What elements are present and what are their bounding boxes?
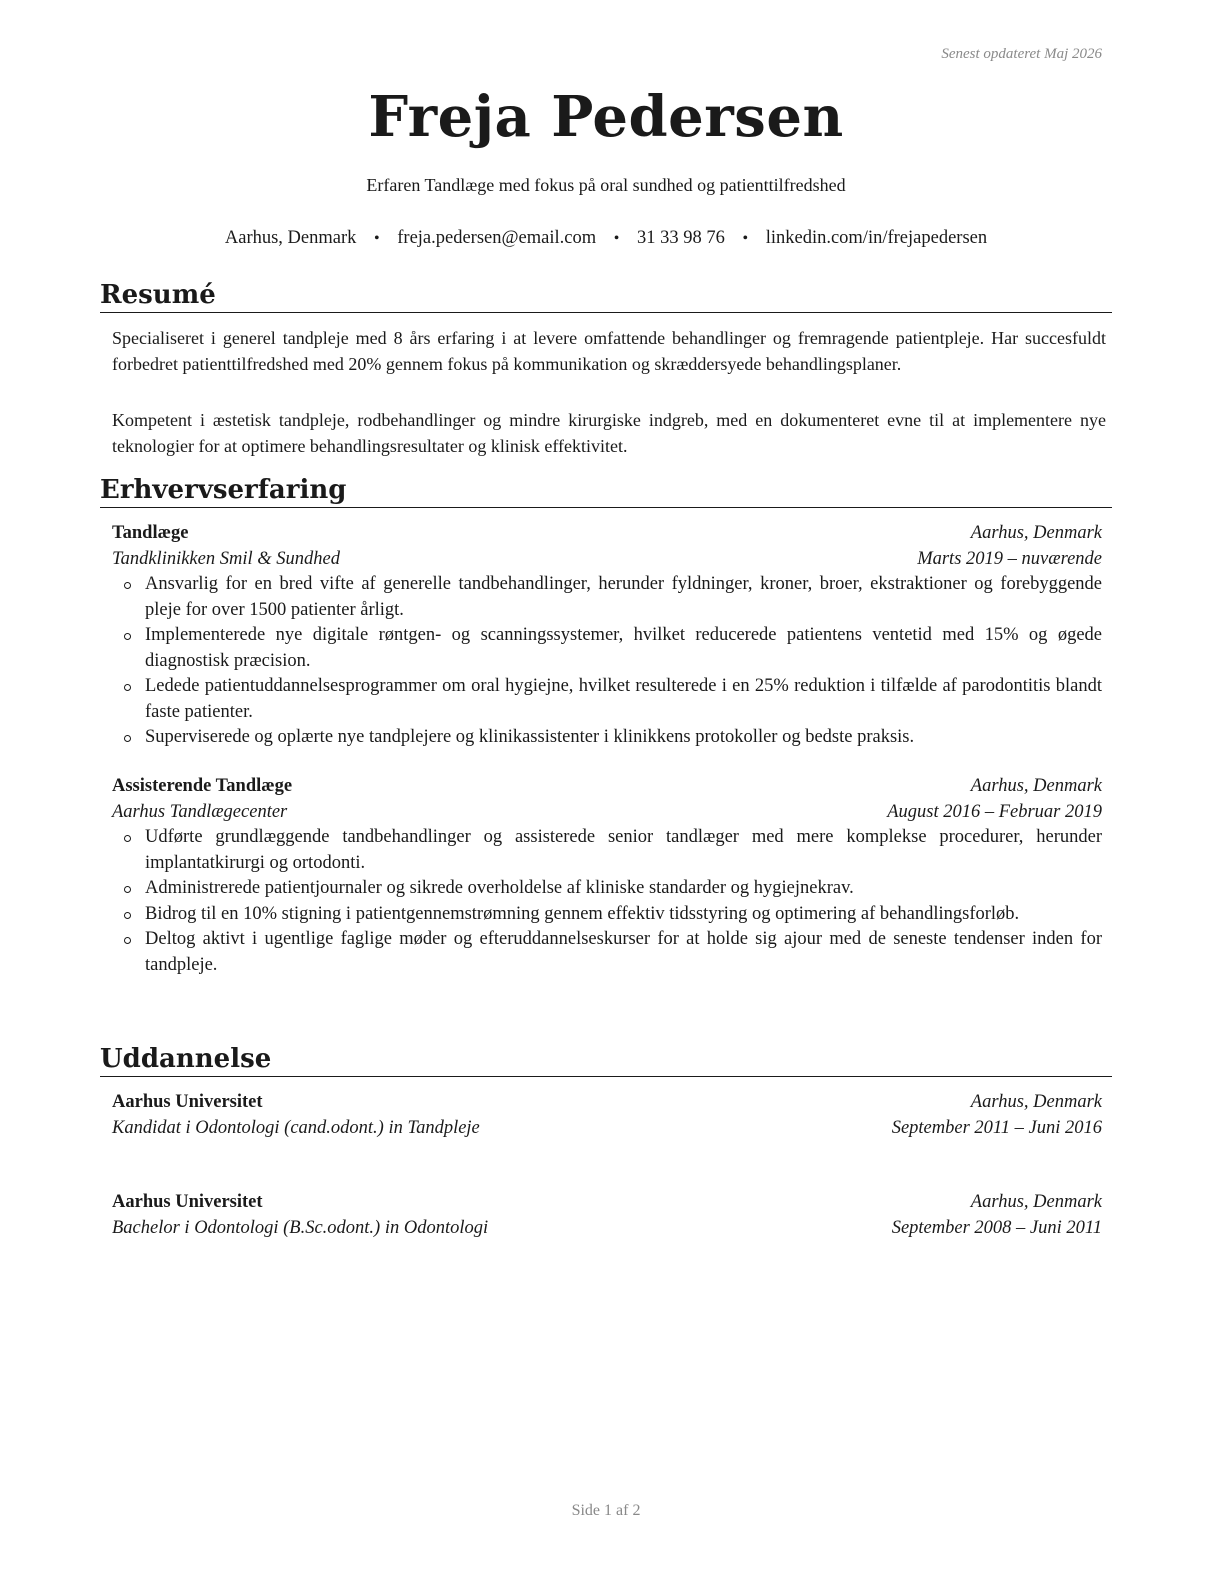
company-name: Tandklinikken Smil & Sundhed <box>112 548 340 569</box>
separator-dot: • <box>374 230 380 247</box>
section-title-experience: Erhvervserfaring <box>100 475 1112 508</box>
candidate-name: Freja Pedersen <box>368 84 844 150</box>
education-dates: September 2011 – Juni 2016 <box>891 1117 1102 1138</box>
headline: Erfaren Tandlæge med fokus på oral sundhed og patienttilfredshed <box>366 175 846 195</box>
list-item: Implementerede nye digitale røntgen- og scanningssystemer, hvilket reducerede patientens ventetid med 15% og øgede diagnostisk præcision. <box>112 623 1102 674</box>
list-item: Administrerede patientjournaler og sikrede overholdelse af kliniske standarder og hygiejnekrav. <box>112 876 1102 902</box>
job-bullets <box>112 825 1102 978</box>
summary-paragraph: Kompetent i æstetisk tandpleje, rodbehandlinger og mindre kirurgiske indgreb, med en dokumenteret evne til at implementere nye teknologier for at optimere behandlingsresultater og klinisk effektivitet. <box>112 410 1106 456</box>
job-dates: Marts 2019 – nuværende <box>917 548 1102 569</box>
separator-dot: • <box>613 230 620 247</box>
education-dates: September 2008 – Juni 2011 <box>891 1217 1102 1238</box>
list-item: Udførte grundlæggende tandbehandlinger og assisterede senior tandlæger med mere komplekse procedurer, herunder implantatkirurgi og ortodonti. <box>112 825 1102 876</box>
job-dates: August 2016 – Februar 2019 <box>887 801 1102 822</box>
job-location: Aarhus, Denmark <box>970 776 1102 796</box>
school-location: Aarhus, Denmark <box>970 1192 1102 1212</box>
page-number: Side 1 af 2 <box>571 1502 641 1519</box>
section-title-education: Uddannelse <box>100 1044 1112 1077</box>
degree-name: Bachelor i Odontologi (B.Sc.odont.) in Odontologi <box>112 1217 489 1238</box>
job-bullets <box>112 572 1102 751</box>
list-item: Ansvarlig for en bred vifte af generelle tandbehandlinger, herunder fyldninger, kroner, broer, ekstraktioner og forebyggende pleje for over 1500 patienter årligt. <box>112 572 1102 623</box>
contact-linkedin[interactable]: linkedin.com/in/frejapedersen <box>765 228 988 248</box>
list-item: Deltog aktivt i ugentlige faglige møder og efteruddannelseskurser for at holde sig ajour med de seneste tendenser inden for tandpleje. <box>112 927 1102 978</box>
resume-page <box>100 0 1112 1584</box>
school-location: Aarhus, Denmark <box>970 1092 1102 1112</box>
job-location: Aarhus, Denmark <box>970 523 1102 543</box>
contact-email[interactable]: freja.pedersen@email.com <box>397 228 597 248</box>
job-entry <box>112 521 1102 751</box>
job-entry <box>112 774 1102 978</box>
education-entry <box>112 1190 1102 1241</box>
list-item: Ledede patientuddannelsesprogrammer om oral hygiejne, hvilket resulterede i en 25% reduktion i tilfælde af parodontitis blandt faste patienter. <box>112 674 1102 725</box>
school-name: Aarhus Universitet <box>112 1192 263 1212</box>
contact-line <box>100 228 1112 249</box>
degree-name: Kandidat i Odontologi (cand.odont.) in Tandpleje <box>112 1117 480 1138</box>
separator-dot: • <box>742 230 749 247</box>
company-name: Aarhus Tandlægecenter <box>112 801 288 822</box>
list-item: Superviserede og oplærte nye tandplejere og klinikassistenter i klinikkens protokoller og bedste praksis. <box>112 725 1102 751</box>
contact-location: Aarhus, Denmark <box>224 228 357 248</box>
job-title: Assisterende Tandlæge <box>112 776 293 796</box>
school-name: Aarhus Universitet <box>112 1092 263 1112</box>
last-updated: Senest opdateret Maj 2026 <box>941 46 1102 62</box>
section-title-summary: Resumé <box>100 280 1112 313</box>
job-title: Tandlæge <box>112 523 189 543</box>
contact-phone: 31 33 98 76 <box>636 228 725 248</box>
education-entry <box>112 1090 1102 1141</box>
summary-paragraph: Specialiseret i generel tandpleje med 8 års erfaring i at levere omfattende behandlinger og fremragende patientpleje. Har succesfuldt forbedret patienttilfredshed med 20% gennem fokus på kommunikation og skræddersyede behandlingsplaner. <box>112 328 1106 374</box>
list-item: Bidrog til en 10% stigning i patientgennemstrømning gennem effektiv tidsstyring og optimering af behandlingsforløb. <box>112 902 1102 928</box>
